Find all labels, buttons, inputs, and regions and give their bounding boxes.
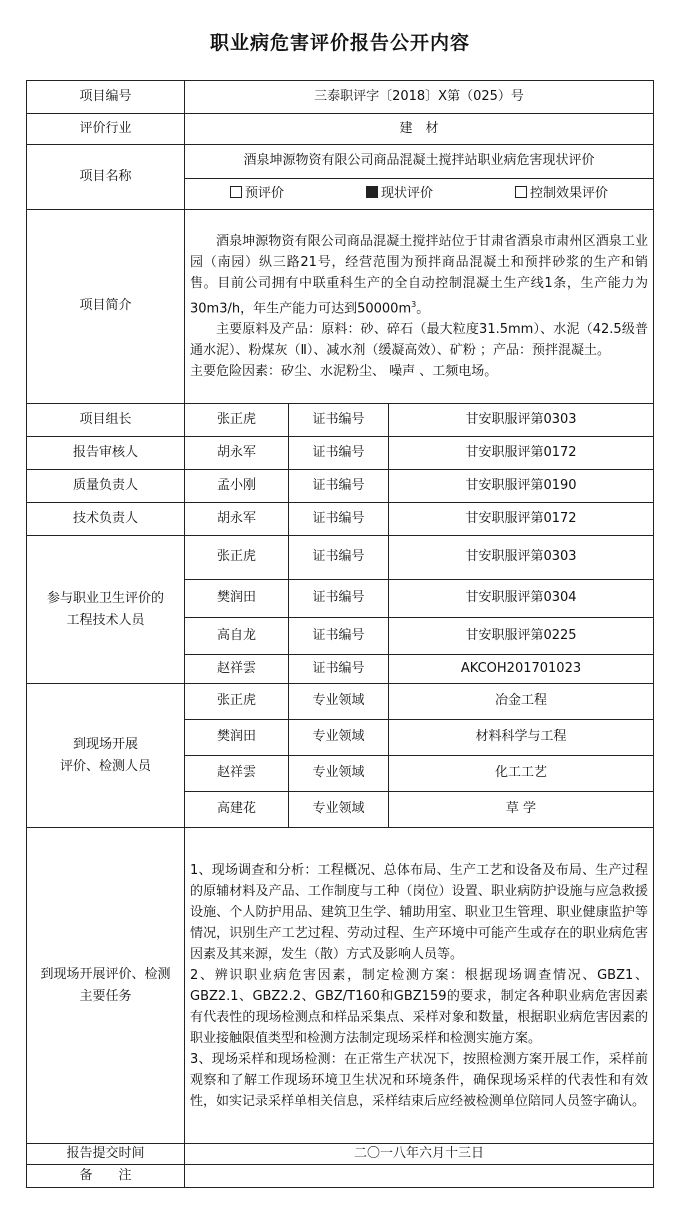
row-staff [27, 470, 654, 503]
onsite-key: 专业领域 [289, 792, 389, 828]
staff-name: 孟小刚 [185, 470, 289, 503]
intro-content [185, 210, 654, 404]
onsite-label: 到现场开展 评价、检测人员 [27, 684, 185, 828]
row-project-name [27, 145, 654, 179]
intro-label: 项目简介 [27, 210, 185, 404]
participant-value: AKCOH201701023 [389, 655, 654, 684]
participant-name: 高自龙 [185, 618, 289, 655]
onsite-value: 冶金工程 [389, 684, 654, 720]
row-staff [27, 503, 654, 536]
project-name-value: 酒泉坤源物资有限公司商品混凝土搅拌站职业病危害现状评价 [185, 145, 654, 179]
project-no-label: 项目编号 [27, 81, 185, 114]
staff-key: 证书编号 [289, 503, 389, 536]
row-submit-time [27, 1144, 654, 1165]
row-intro [27, 210, 654, 404]
task-1: 1、现场调查和分析：工程概况、总体布局、生产工艺和设备及布局、生产过程的原辅材料及产品、工作制度与工种（岗位）设置、职业病防护设施与应急救援设施、个人防护用品、建筑卫生学、辅助用室、职业卫生管理、职业健康监护等情况，识别生产工艺过程、劳动过程、生产环境中可能产生或存在的职业病危害因素及其来源，发生（散）方式及影响人员等。 [190, 862, 648, 962]
staff-value: 甘安职服评第0303 [389, 404, 654, 437]
onsite-key: 专业领域 [289, 684, 389, 720]
participant-value: 甘安职服评第0304 [389, 580, 654, 618]
participants-label: 参与职业卫生评价的 工程技术人员 [27, 536, 185, 684]
row-staff [27, 437, 654, 470]
staff-value: 甘安职服评第0172 [389, 437, 654, 470]
onsite-name: 张正虎 [185, 684, 289, 720]
participant-key: 证书编号 [289, 655, 389, 684]
option-control-effect-evaluation: 控制效果评价 [515, 186, 608, 203]
option-status-evaluation: 现状评价 [366, 186, 433, 203]
row-remarks [27, 1165, 654, 1188]
onsite-name: 樊润田 [185, 720, 289, 756]
staff-key: 证书编号 [289, 470, 389, 503]
remarks-value [185, 1165, 654, 1188]
staff-role: 项目组长 [27, 404, 185, 437]
task-3: 3、现场采样和现场检测：在正常生产状况下，按照检测方案开展工作，采样前观察和了解工作现场环境卫生状况和环境条件，确保现场采样的代表性和有效性，如实记录采样单相关信息，采样结束后应经被检测单位陪同人员签字确认。 [190, 1051, 648, 1109]
staff-value: 甘安职服评第0190 [389, 470, 654, 503]
row-project-no [27, 81, 654, 114]
page-title: 职业病危害评价报告公开内容 [209, 32, 470, 54]
staff-name: 胡永军 [185, 437, 289, 470]
onsite-value: 草 学 [389, 792, 654, 828]
participant-value: 甘安职服评第0303 [389, 536, 654, 580]
participant-key: 证书编号 [289, 618, 389, 655]
participant-value: 甘安职服评第0225 [389, 618, 654, 655]
submit-time-value: 二〇一八年六月十三日 [185, 1144, 654, 1165]
participant-name: 张正虎 [185, 536, 289, 580]
row-tasks [27, 828, 654, 1144]
participant-name: 樊润田 [185, 580, 289, 618]
remarks-label: 备 注 [27, 1165, 185, 1188]
onsite-name: 高建花 [185, 792, 289, 828]
checkbox-empty-icon [230, 186, 242, 198]
onsite-value: 化工工艺 [389, 756, 654, 792]
participant-key: 证书编号 [289, 580, 389, 618]
tasks-content [185, 828, 654, 1144]
intro-paragraph-2: 主要原料及产品：原料：砂、碎石（最大粒度31.5mm）、水泥（42.5级普通水泥）、粉煤灰（Ⅱ）、减水剂（缓凝高效）、矿粉 ；产品：预拌混凝土。 [190, 322, 648, 359]
onsite-key: 专业领域 [289, 720, 389, 756]
staff-key: 证书编号 [289, 437, 389, 470]
participant-name: 赵祥雲 [185, 655, 289, 684]
intro-paragraph-1: 酒泉坤源物资有限公司商品混凝土搅拌站位于甘肃省酒泉市肃州区酒泉工业园（南园）纵三路21号，经营范围为预拌商品混凝土和预拌砂浆的生产和销售。目前公司拥有中联重科生产的全自动控制混凝土生产线1条，生产能力为30m3/h，年生产能力可达到$50000m^3$。 [190, 233, 648, 317]
staff-name: 胡永军 [185, 503, 289, 536]
row-staff [27, 404, 654, 437]
staff-value: 甘安职服评第0172 [389, 503, 654, 536]
staff-key: 证书编号 [289, 404, 389, 437]
participant-key: 证书编号 [289, 536, 389, 580]
report-table [26, 80, 654, 1188]
project-name-label: 项目名称 [27, 145, 185, 210]
evaluation-type-options [185, 179, 654, 210]
task-2: 2、辨识职业病危害因素，制定检测方案：根据现场调查情况、GBZ1、GBZ2.1、GBZ2.2、GBZ/T160和GBZ159的要求，制定各种职业病危害因素有代表性的现场检测点和样品采集点、采样对象和数量，根据职业病危害因素的职业接触限值类型和检测方法制定现场采样和检测实施方案。 [190, 967, 648, 1046]
staff-role: 报告审核人 [27, 437, 185, 470]
row-industry [27, 114, 654, 145]
project-no-value: 三泰职评字〔2018〕X第（025）号 [185, 81, 654, 114]
intro-paragraph-3: 主要危险因素：矽尘、水泥粉尘、 噪声 、工频电场。 [190, 364, 498, 380]
staff-name: 张正虎 [185, 404, 289, 437]
industry-label: 评价行业 [27, 114, 185, 145]
onsite-key: 专业领域 [289, 756, 389, 792]
checkbox-checked-icon [366, 186, 378, 198]
staff-role: 质量负责人 [27, 470, 185, 503]
checkbox-empty-icon [515, 186, 527, 198]
row-onsite [27, 684, 654, 720]
staff-role: 技术负责人 [27, 503, 185, 536]
onsite-value: 材料科学与工程 [389, 720, 654, 756]
option-pre-evaluation: 预评价 [230, 186, 284, 203]
tasks-label: 到现场开展评价、检测 主要任务 [27, 828, 185, 1144]
row-participant [27, 536, 654, 580]
submit-time-label: 报告提交时间 [27, 1144, 185, 1165]
onsite-name: 赵祥雲 [185, 756, 289, 792]
industry-value: 建 材 [185, 114, 654, 145]
